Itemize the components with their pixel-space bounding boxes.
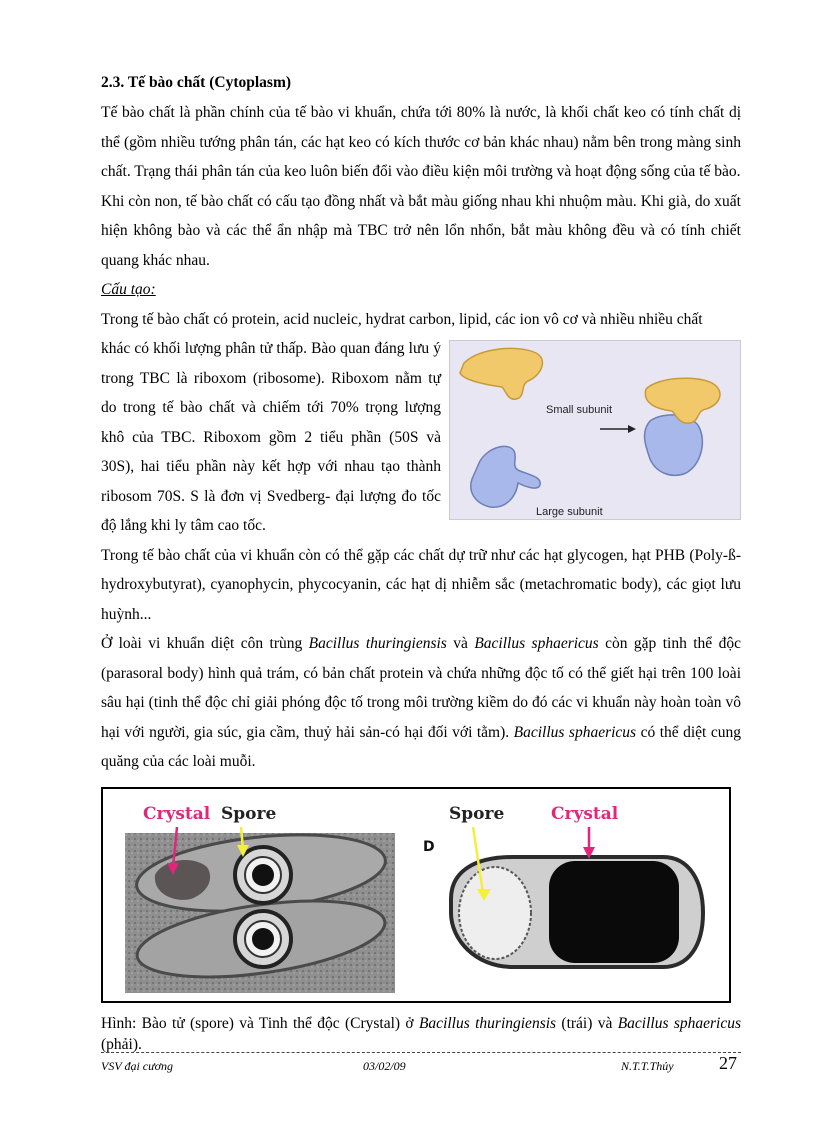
paragraph-3-rest: khác có khối lượng phân tử thấp. Bào quan đáng lưu ý trong TBC là riboxom (ribosome). Riboxom nằm tự do trong tế bào chất và chiếm tới 70% trọng lượng khô của TBC. Riboxom gồm 2 tiểu phần (50S và 30S), hai tiểu phần này kết hợp với nhau tạo thành ribosom 70S. S là đơn vị Svedberg- đại lượng đo tốc độ lắng khi ly tâm cao tốc.	[101, 340, 441, 534]
ribosome-figure	[449, 340, 741, 520]
page-content	[101, 72, 741, 1055]
left-crystal-label: Crystal	[143, 803, 211, 824]
right-crystal-label: Crystal	[551, 803, 619, 824]
footer-date: 03/02/09	[363, 1059, 406, 1073]
large-subunit-label: Large subunit	[536, 506, 603, 518]
footer-author: N.T.T.Thủy	[621, 1059, 674, 1073]
right-spore-label: Spore	[449, 803, 505, 824]
footer-course: VSV đại cương	[101, 1059, 174, 1073]
page-footer	[101, 1052, 741, 1081]
right-spore-body	[459, 867, 531, 959]
panel-letter: D	[423, 838, 435, 855]
paragraph-2: Khi còn non, tế bào chất có cấu tạo đồng nhất và bắt màu giống nhau khi nhuộm màu. Khi già, do xuất hiện không bào và các thể ẩn nhập mà TBC trở nên lổn nhổn, bắt màu không đều và có tính chiết quang khác nhau.	[101, 192, 741, 269]
spore-crystal-figure	[101, 787, 731, 1003]
page-number: 27	[719, 1053, 737, 1073]
left-spore-label: Spore	[221, 803, 277, 824]
paragraph-4: Trong tế bào chất của vi khuẩn còn có thể gặp các chất dự trữ như các hạt glycogen, hạt PHB (Poly-ß-hydroxybutyrat), cyanophycin, phycocyanin, các hạt dị nhiễm sắc (metachromatic body), các giọt lưu huỳnh...	[101, 546, 741, 623]
paragraph-5: Ở loài vi khuẩn diệt côn trùng Bacillus thuringiensis và Bacillus sphaericus còn gặp tinh thể độc (parasoral body) hình quả trám, có bản chất protein và chứa những độc tố có thể giết hại trên 100 loài sâu hại (tinh thể độc chỉ giải phóng độc tố trong môi trường kiềm do đó các vi khuẩn này hoàn toàn vô hại với người, gia súc, gia cầm, thuỷ hải sản-có hại đối với tằm). Bacillus sphaericus có thể diệt cung quăng của các loài muỗi.	[101, 635, 741, 770]
section-heading: 2.3. Tế bào chất (Cytoplasm)	[101, 74, 292, 91]
paragraph-3-lead: Trong tế bào chất có protein, acid nucleic, hydrat carbon, lipid, các ion vô cơ và nhiều nhiều chất	[101, 310, 703, 328]
figure-caption: Hình: Bào tử (spore) và Tinh thể độc (Crystal) ở Bacillus thuringiensis (trái) và Bacillus sphaericus (phải).	[101, 1014, 742, 1053]
right-crystal-body	[549, 861, 679, 963]
small-subunit-label: Small subunit	[546, 404, 613, 416]
paragraph-1: Tế bào chất là phần chính của tế bào vi khuẩn, chứa tới 80% là nước, là khối chất keo có tính chất dị thể (gồm nhiều tướng phân tán, các hạt keo có kích thước cơ bản khác nhau) nằm bên trong màng sinh chất. Trạng thái phân tán của keo luôn biến đổi vào điều kiện môi trường và hoạt động sống của tế bào.	[101, 104, 741, 180]
subheading-structure: Cấu tạo:	[101, 281, 156, 298]
